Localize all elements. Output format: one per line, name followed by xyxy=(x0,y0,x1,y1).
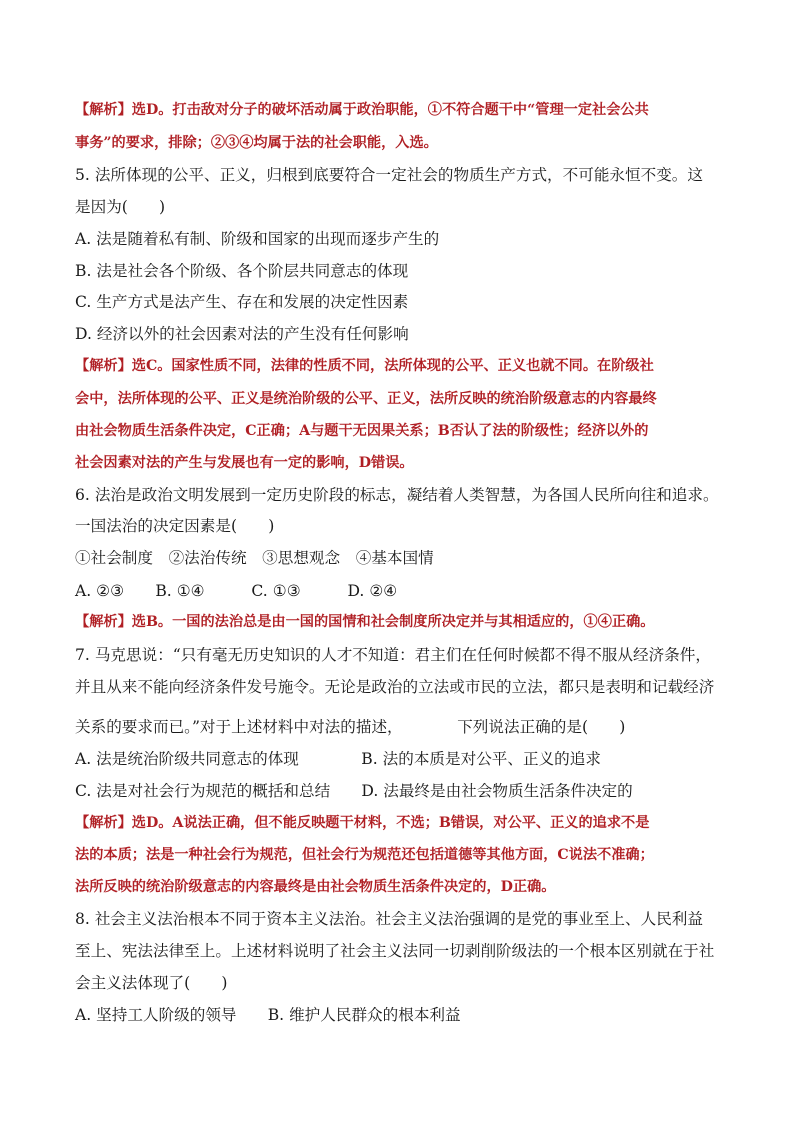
analysis-line: 社会因素对法的产生与发展也有一定的影响，D错误。 xyxy=(75,455,414,471)
question-line: 并且从来不能向经济条件发号施令。无论是政治的立法或市民的立法，都只是表明和记载经济 xyxy=(75,678,715,696)
question-line: A. 坚持工人阶级的领导 B. 维护人民群众的根本利益 xyxy=(75,1006,461,1024)
analysis-line: 【解析】选D。A说法正确，但不能反映题干材料，不选；B错误，对公平、正义的追求不是 xyxy=(75,815,650,831)
analysis-line: 事务”的要求，排除；②③④均属于法的社会职能，入选。 xyxy=(75,135,438,151)
question-line: 是因为( ) xyxy=(75,198,166,216)
analysis-line: 【解析】选B。一国的法治总是由一国的国情和社会制度所决定并与其相适应的，①④正确。 xyxy=(75,614,655,630)
question-line: A. 法是随着私有制、阶级和国家的出现而逐步产生的 xyxy=(75,230,440,248)
analysis-line: 会中，法所体现的公平、正义是统治阶级的公平、正义，法所反映的统治阶级意志的内容最终 xyxy=(75,391,657,407)
question-line: D. 经济以外的社会因素对法的产生没有任何影响 xyxy=(75,325,409,343)
question-line: 6. 法治是政治文明发展到一定历史阶段的标志，凝结着人类智慧，为各国人民所向往和追求。 xyxy=(75,486,719,504)
analysis-line: 【解析】选D。打击敌对分子的破坏活动属于政治职能，①不符合题干中“管理一定社会公共 xyxy=(75,102,649,118)
question-line: C. 法是对社会行为规范的概括和总结 D. 法最终是由社会物质生活条件决定的 xyxy=(75,782,633,800)
analysis-line: 法的本质；法是一种社会行为规范，但社会行为规范还包括道德等其他方面，C说法不准确； xyxy=(75,847,654,863)
question-line: ①社会制度 ②法治传统 ③思想观念 ④基本国情 xyxy=(75,549,434,567)
question-line: 一国法治的决定因素是( ) xyxy=(75,517,275,535)
question-line: A. ②③ B. ①④ C. ①③ D. ②④ xyxy=(75,582,398,600)
analysis-line: 【解析】选C。国家性质不同，法律的性质不同，法所体现的公平、正义也就不同。在阶级社 xyxy=(75,358,654,374)
question-line: 关系的要求而已。”对于上述材料中对法的描述， 下列说法正确的是( ) xyxy=(75,718,626,736)
analysis-line: 法所反映的统治阶级意志的内容最终是由社会物质生活条件决定的，D正确。 xyxy=(75,879,556,895)
question-line: 5. 法所体现的公平、正义，归根到底要符合一定社会的物质生产方式，不可能永恒不变。这 xyxy=(75,166,703,184)
analysis-line: 由社会物质生活条件决定，C正确；A与题干无因果关系；B否认了法的阶级性；经济以外的 xyxy=(75,423,649,439)
question-line: 8. 社会主义法治根本不同于资本主义法治。社会主义法治强调的是党的事业至上、人民利益 xyxy=(75,910,703,928)
question-line: C. 生产方式是法产生、存在和发展的决定性因素 xyxy=(75,293,409,311)
question-line: A. 法是统治阶级共同意志的体现 B. 法的本质是对公平、正义的追求 xyxy=(75,750,601,768)
question-line: 会主义法体现了( ) xyxy=(75,974,228,992)
question-line: 7. 马克思说：“只有毫无历史知识的人才不知道：君主们在任何时候都不得不服从经济条件， xyxy=(75,646,711,664)
question-line: B. 法是社会各个阶级、各个阶层共同意志的体现 xyxy=(75,262,409,280)
question-line: 至上、宪法法律至上。上述材料说明了社会主义法同一切剥削阶级法的一个根本区别就在于社 xyxy=(75,942,715,960)
